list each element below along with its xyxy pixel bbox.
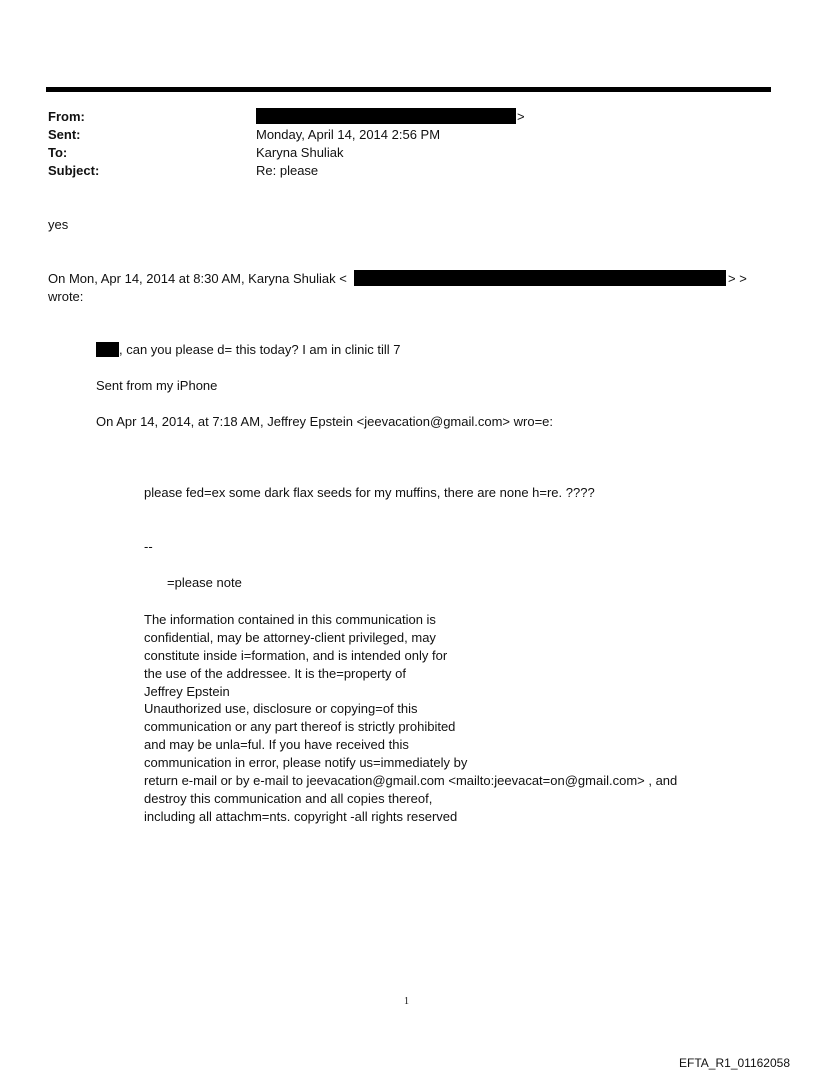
quote-attribution: On Apr 14, 2014, at 7:18 AM, Jeffrey Epstein <jeevacation@gmail.com> wro=e: <box>96 414 554 429</box>
disclaimer-line: constitute inside i=formation, and is intended only for <box>144 647 448 663</box>
sent-from-iphone: Sent from my iPhone <box>96 378 218 393</box>
sent-value: Monday, April 14, 2014 2:56 PM <box>256 127 441 142</box>
disclaimer-line: the use of the addressee. It is the=property of <box>144 665 406 681</box>
from-suffix: > <box>517 109 525 124</box>
redacted-email-address <box>354 270 726 286</box>
quoted-request: , can you please d= this today? I am in clinic till 7 <box>119 342 401 357</box>
bates-number: EFTA_R1_01162058 <box>679 1056 790 1070</box>
original-message: please fed=ex some dark flax seeds for my muffins, there are none h=re. ???? <box>144 485 595 500</box>
quote-intro-suffix: > > <box>728 271 747 286</box>
subject-value: Re: please <box>256 163 319 178</box>
header-rule <box>46 87 771 92</box>
disclaimer-line: Unauthorized use, disclosure or copying=of this <box>144 701 418 717</box>
please-note: =please note <box>167 575 242 590</box>
sent-label: Sent: <box>48 127 81 142</box>
disclaimer-line: communication or any part thereof is strictly prohibited <box>144 719 456 735</box>
page-number: 1 <box>404 996 409 1007</box>
reply-text: yes <box>48 217 69 232</box>
disclaimer-line: Jeffrey Epstein <box>144 683 230 699</box>
disclaimer-line: confidential, may be attorney-client privileged, may <box>144 629 436 645</box>
disclaimer-line: return e-mail or by e-mail to jeevacation@gmail.com <mailto:jeevacat=on@gmail.com> , and <box>144 773 678 789</box>
disclaimer-line: The information contained in this communication is <box>144 612 436 627</box>
disclaimer-line: destroy this communication and all copies thereof, <box>144 790 433 806</box>
to-value: Karyna Shuliak <box>256 145 344 160</box>
to-label: To: <box>48 145 68 160</box>
disclaimer-line: and may be unla=ful. If you have received this <box>144 737 409 753</box>
disclaimer-paragraph <box>144 611 677 826</box>
redacted-from-address <box>256 108 516 124</box>
signature-separator: -- <box>144 539 153 554</box>
quote-intro: On Mon, Apr 14, 2014 at 8:30 AM, Karyna Shuliak < <box>48 271 347 286</box>
quote-intro-wrote: wrote: <box>48 289 84 304</box>
from-label: From: <box>48 109 85 124</box>
disclaimer-line: including all attachm=nts. copyright -all rights reserved <box>144 808 458 824</box>
subject-label: Subject: <box>48 163 100 178</box>
redacted-name <box>96 342 119 357</box>
disclaimer-line: communication in error, please notify us=immediately by <box>144 755 468 771</box>
